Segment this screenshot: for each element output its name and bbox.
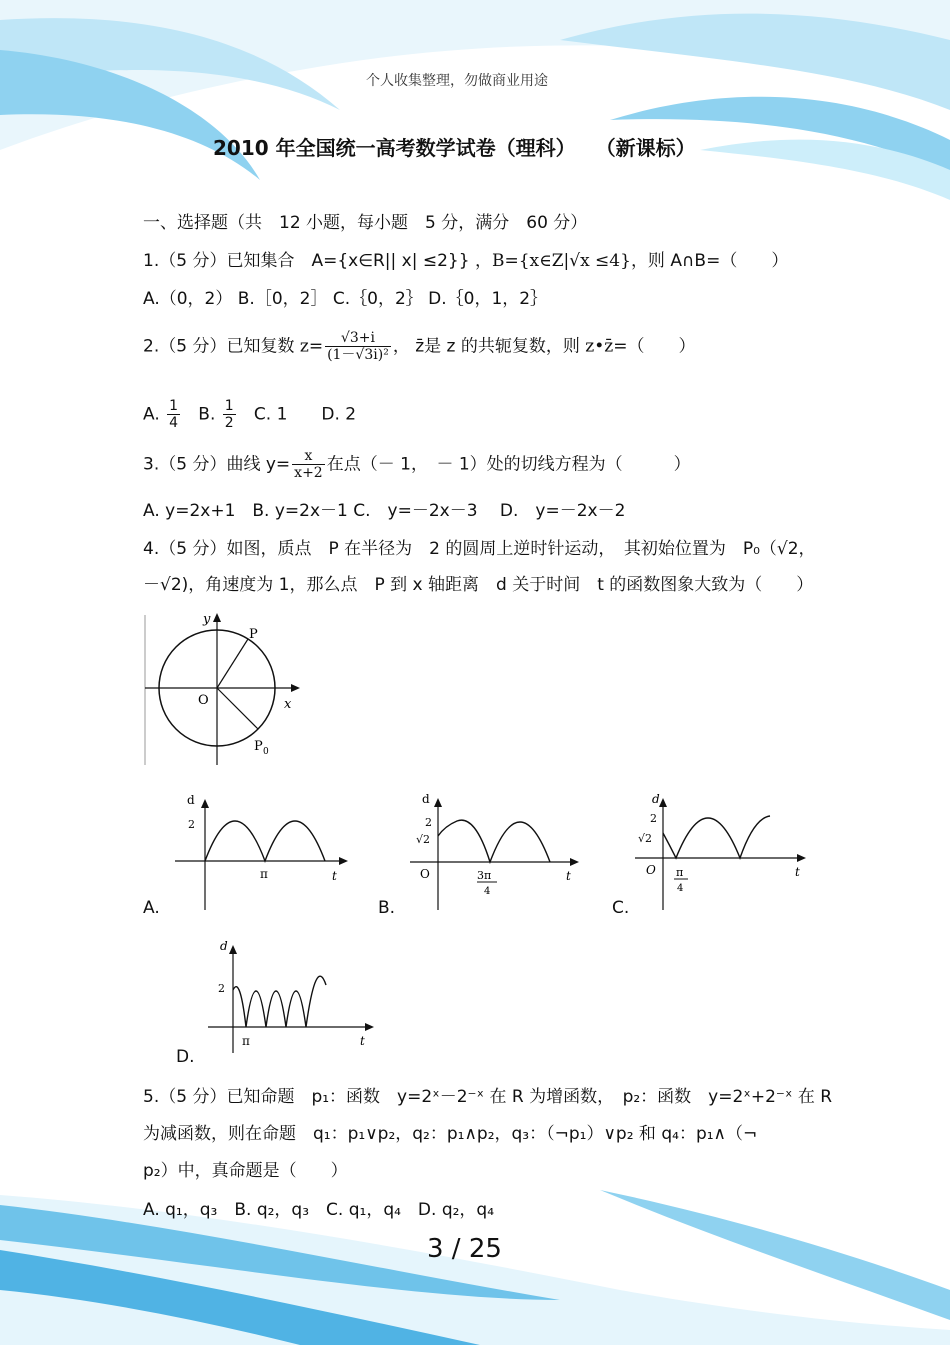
watermark: 个人收集整理，勿做商业用途 <box>366 73 548 89</box>
q5-line-2: 为减函数，则在命题 q₁：p₁∨p₂，q₂：p₁∧p₂，q₃：（¬p₁）∨p₂ 和 q₄：p₁∧（¬ <box>143 1124 758 1144</box>
graph-b-d-arrow <box>434 798 442 807</box>
question-3 <box>143 448 691 481</box>
q2-a-num: 1 <box>169 398 179 414</box>
graph-d-d-arrow <box>229 945 237 954</box>
q4-circle-figure <box>140 605 310 770</box>
graph-a-d-arrow <box>201 799 209 808</box>
graph-b-t-label: t <box>566 869 571 883</box>
section-heading: 一、选择题（共 12 小题，每小题 5 分，满分 60 分） <box>143 213 588 233</box>
q3-y: y= <box>265 454 291 475</box>
graph-d-t-label: t <box>360 1034 365 1048</box>
graph-c-t-arrow <box>797 854 806 862</box>
question-1 <box>143 250 788 272</box>
fig-x-label: x <box>284 697 292 712</box>
q5-line-3: p₂）中，真命题是（ ） <box>143 1161 348 1181</box>
q4-line-1: 4.（5 分）如图，质点 P 在半径为 2 的圆周上逆时针运动， 其初始位置为 P₀（√2， <box>143 539 816 559</box>
page-title: 2010 年全国统一高考数学试卷（理科） （新课标） <box>213 136 696 160</box>
graph-a-curve <box>205 821 325 861</box>
q2-b-num: 1 <box>224 398 234 414</box>
graph-d-y-tick-2: 2 <box>218 982 225 995</box>
graph-a-y-tick-2: 2 <box>188 818 195 831</box>
q5-options: A. q₁，q₃ B. q₂，q₃ C. q₁，q₄ D. q₂，q₄ <box>143 1200 495 1220</box>
graph-a-t-label: t <box>332 869 337 883</box>
graph-a-x-tick-pi: π <box>260 867 268 881</box>
graph-d-d-label: d <box>220 939 228 953</box>
graph-b-t-arrow <box>570 858 579 866</box>
q2-a-den: 4 <box>169 415 179 431</box>
q2-option-a-fraction <box>167 398 180 431</box>
graph-d <box>200 935 385 1060</box>
q3-numerator: x <box>292 448 325 465</box>
q2-z-lhs: z= <box>299 336 324 357</box>
graph-c-label: C. <box>612 898 630 918</box>
q2-b-den: 2 <box>224 415 234 431</box>
graph-b-label: B. <box>378 898 396 918</box>
q1-set-b: B={x∈Z|√x ≤4} <box>491 251 631 271</box>
q3-denominator: x+2 <box>294 465 323 481</box>
q2-numerator: √3+i <box>325 330 391 347</box>
page-number: 3 / 25 <box>427 1234 502 1264</box>
graph-c-x-tick-num: π <box>676 866 684 879</box>
y-axis-arrow <box>213 613 221 622</box>
q3-tail: 在点（－ 1， － 1）处的切线方程为（ ） <box>326 454 691 475</box>
graph-c-d-label: d <box>652 792 660 806</box>
fig-p0-label: P <box>254 739 263 754</box>
q3-fraction <box>292 448 325 481</box>
q1-stem: 1.（5 分）已知集合 A={x∈R|| x| ≤2}} ， <box>143 251 492 271</box>
x-axis-arrow <box>291 684 300 692</box>
graph-a-label: A. <box>143 898 160 918</box>
graph-a <box>170 790 355 915</box>
graph-b-x-tick-num: 3π <box>477 869 492 882</box>
graph-b-d-label: d <box>422 792 430 806</box>
fig-p0-subscript: 0 <box>263 747 269 757</box>
graph-d-t-arrow <box>365 1023 374 1031</box>
graph-c-x-tick-den: 4 <box>677 883 684 894</box>
q2-denominator: (1－√3i)² <box>327 347 389 363</box>
graph-d-curve <box>233 976 326 1027</box>
graph-a-d-label: d <box>187 793 195 807</box>
q2-fraction <box>325 330 391 363</box>
q4-line-2: －√2)，角速度为 1，那么点 P 到 x 轴距离 d 关于时间 t 的函数图象大致为（ ） <box>143 575 814 595</box>
q2-expression: z•z̄=（ ） <box>585 336 696 357</box>
graph-c-t-label: t <box>795 865 800 879</box>
graph-b-x-tick-den: 4 <box>484 886 491 897</box>
graph-b <box>405 788 590 913</box>
q2-option-a: A. <box>143 404 160 425</box>
graph-d-x-tick-pi: π <box>242 1034 250 1048</box>
fig-y-label: y <box>203 612 211 627</box>
q5-line-1: 5.（5 分）已知命题 p₁：函数 y=2ˣ－2⁻ˣ 在 R 为增函数， p₂：函数 y=2ˣ+2⁻ˣ 在 R <box>143 1087 833 1107</box>
graph-b-curve <box>438 820 550 862</box>
graph-b-y-tick-root2: √2 <box>416 833 431 846</box>
q2-mid: ， <box>392 336 410 357</box>
graph-b-y-tick-2: 2 <box>425 816 432 829</box>
radius-p0 <box>217 688 258 729</box>
question-2 <box>143 330 695 363</box>
q2-stem: 2.（5 分）已知复数 <box>143 336 295 357</box>
q2-options <box>143 398 356 431</box>
graph-c <box>630 788 815 913</box>
q2-option-cd: C. 1 D. 2 <box>253 404 357 425</box>
graph-d-label: D. <box>176 1047 195 1067</box>
q3-stem: 3.（5 分）曲线 <box>143 454 261 475</box>
graph-c-y-tick-2: 2 <box>650 812 657 825</box>
q2-conjugate: z̄是 z 的共轭复数，则 <box>415 336 580 357</box>
fig-p-label: P <box>249 627 258 642</box>
q2-option-b-fraction <box>223 398 236 431</box>
graph-c-origin: O <box>646 863 656 877</box>
q1-tail: ，则 A∩B=（ ） <box>630 251 789 271</box>
q1-options: A.（0，2） B.［0，2］ C.｛0，2｝ D.｛0，1，2｝ <box>143 289 548 309</box>
graph-c-y-tick-root2: √2 <box>638 832 653 845</box>
graph-c-d-arrow <box>659 798 667 807</box>
graph-a-t-arrow <box>339 857 348 865</box>
q3-options: A. y=2x+1 B. y=2x－1 C. y=－2x－3 D. y=－2x－2 <box>143 501 626 521</box>
graph-b-origin: O <box>420 867 430 881</box>
radius-p <box>217 639 248 688</box>
graph-c-curve <box>663 816 770 858</box>
fig-origin-label: O <box>198 693 209 708</box>
q2-option-b: B. <box>198 404 216 425</box>
